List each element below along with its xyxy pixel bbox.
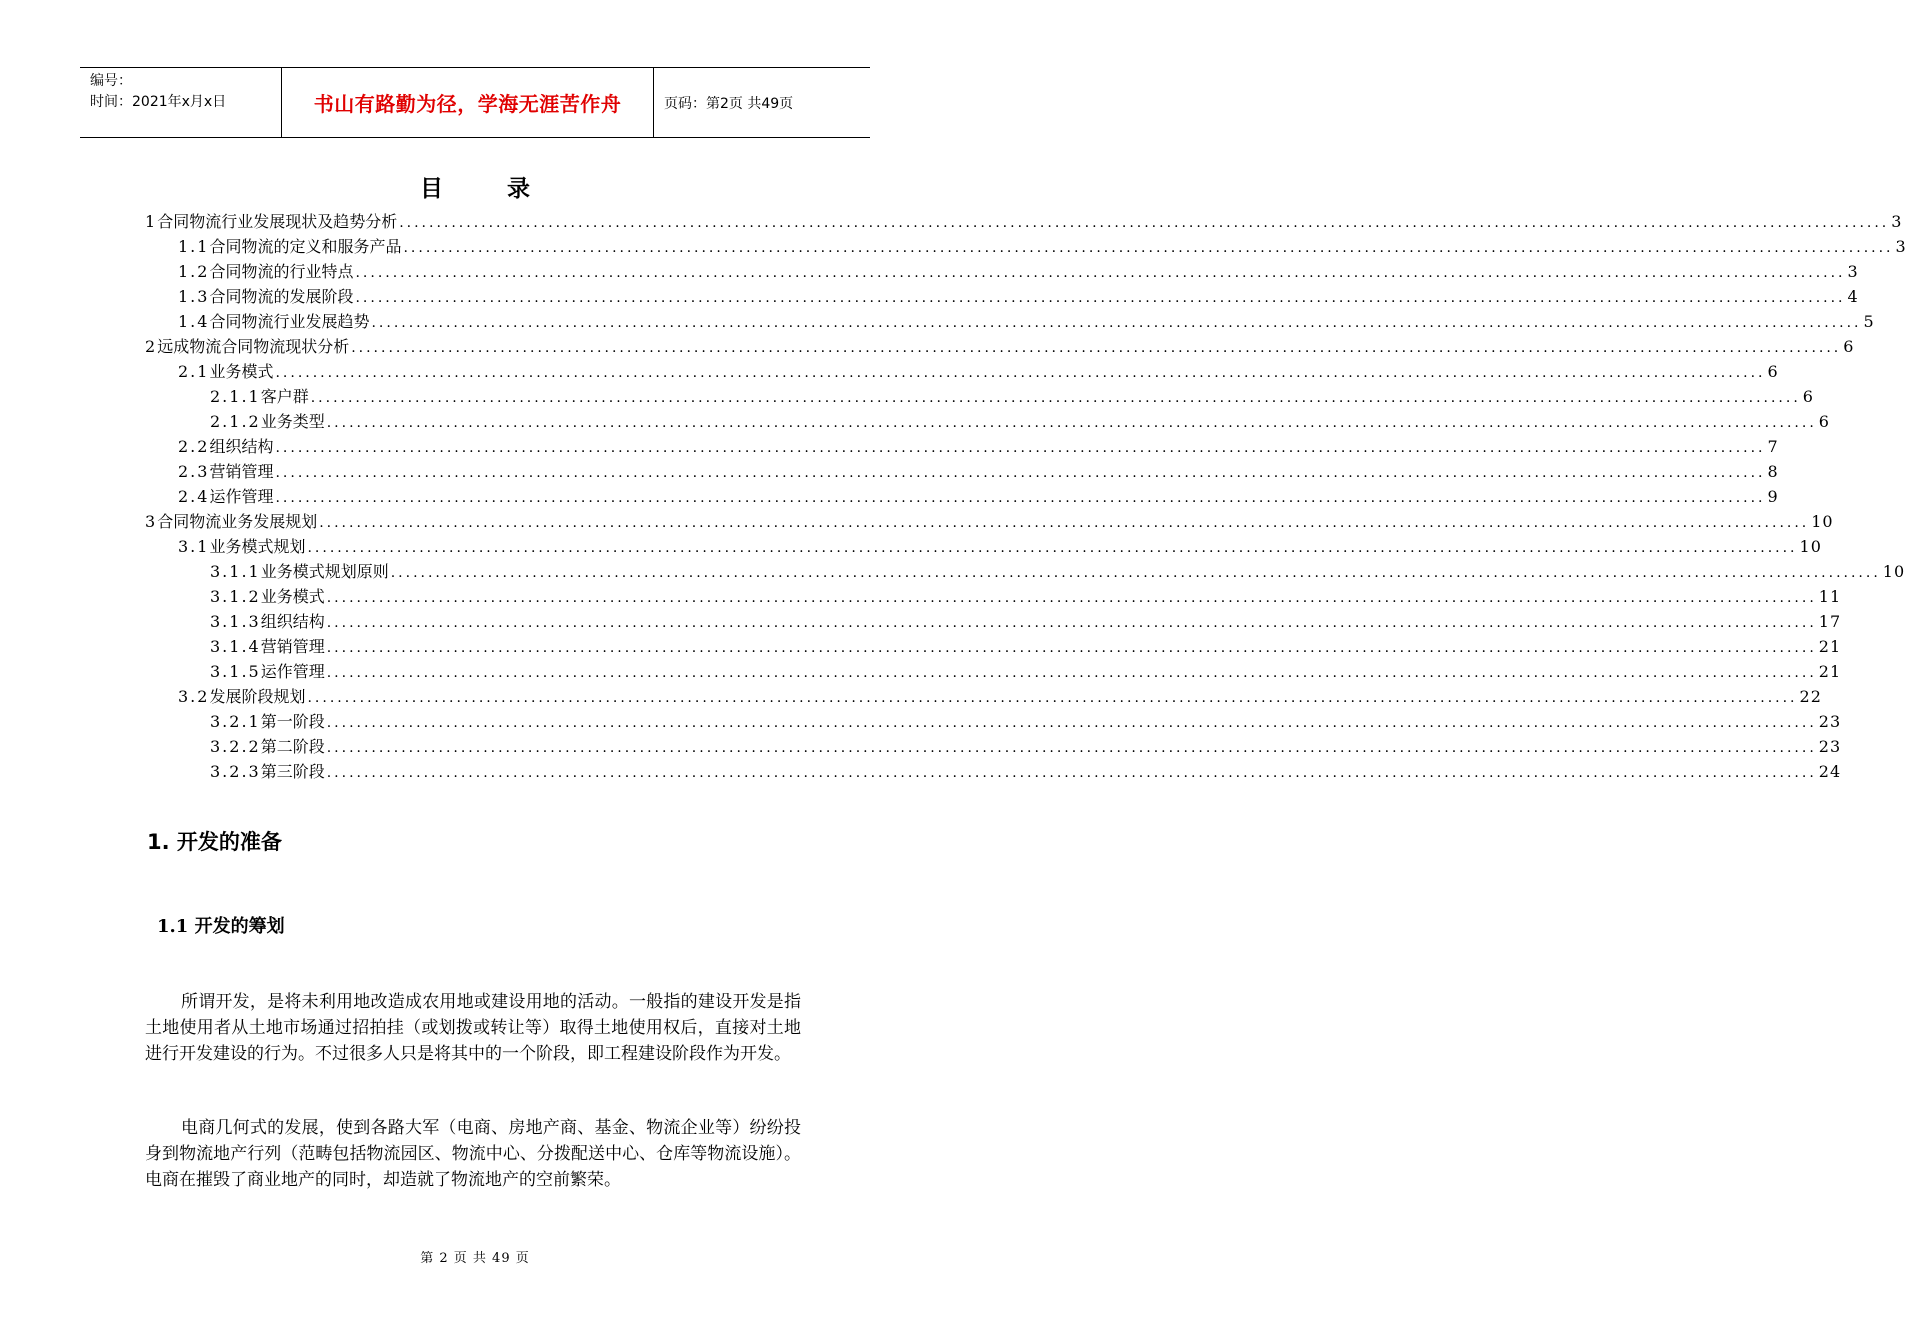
toc-entry-page: 4 <box>1847 287 1859 306</box>
toc-entry[interactable] <box>178 309 1875 334</box>
toc-entry-page: 17 <box>1818 612 1842 631</box>
toc-entry-page: 22 <box>1799 687 1822 706</box>
toc-entry-title: 业务类型 <box>260 412 325 431</box>
toc-entry-page: 8 <box>1767 462 1779 481</box>
toc-leader-dots: ........................................................................................................................................................................................................ <box>351 340 1842 356</box>
toc-entry-title: 合同物流业务发展规划 <box>157 512 318 531</box>
toc-entry-page: 5 <box>1863 312 1875 331</box>
toc-entry-title: 营销管理 <box>209 462 274 481</box>
toc-entry-page: 6 <box>1843 337 1855 356</box>
body-paragraph: 电商几何式的发展，使到各路大军（电商、房地产商、基金、物流企业等）纷纷投身到物流地产行列（范畴包括物流园区、物流中心、分拨配送中心、仓库等物流设施）。电商在摧毁了商业地产的同时，却造就了物流地产的空前繁荣。 <box>145 1118 801 1190</box>
toc-entry[interactable] <box>210 634 1842 659</box>
toc-entry-title: 合同物流的发展阶段 <box>209 287 354 306</box>
toc-entry-page: 10 <box>1882 562 1906 581</box>
toc-entry[interactable] <box>178 359 1779 384</box>
toc-entry-number: 3.1.5 <box>210 662 261 681</box>
header-meta <box>80 68 281 137</box>
toc-leader-dots: ........................................................................................................................................................................................................ <box>319 515 1810 531</box>
toc-title: 目 录 <box>419 176 558 202</box>
toc-entry[interactable] <box>178 534 1822 559</box>
toc-entry[interactable] <box>178 259 1859 284</box>
toc-entry-page: 23 <box>1818 712 1842 731</box>
page-footer: 第 2 页 共 49 页 <box>420 1251 530 1266</box>
page-header <box>80 67 870 138</box>
toc-entry-number: 3.1.2 <box>210 587 261 606</box>
document-number-label: 编号： <box>90 73 132 89</box>
toc-leader-dots: ........................................................................................................................................................................................................ <box>390 565 1881 581</box>
toc-entry[interactable] <box>145 509 1834 534</box>
toc-entry-number: 3.2.1 <box>210 712 261 731</box>
toc-entry-number: 1.2 <box>178 262 210 281</box>
toc-entry-number: 2.1.1 <box>210 387 261 406</box>
toc-entry-page: 6 <box>1767 362 1779 381</box>
toc-entry-page: 24 <box>1818 762 1842 781</box>
toc-entry-page: 3 <box>1847 262 1859 281</box>
toc-leader-dots: ........................................................................................................................................................................................................ <box>310 390 1801 406</box>
toc-leader-dots: ........................................................................................................................................................................................................ <box>326 765 1817 781</box>
toc-entry[interactable] <box>210 384 1814 409</box>
toc-entry-title: 第二阶段 <box>260 737 325 756</box>
toc-entry[interactable] <box>210 409 1830 434</box>
toc-leader-dots: ........................................................................................................................................................................................................ <box>275 440 1766 456</box>
toc-entry-number: 1.4 <box>178 312 210 331</box>
toc-entry-title: 合同物流行业发展趋势 <box>209 312 370 331</box>
toc-leader-dots: ........................................................................................................................................................................................................ <box>275 465 1766 481</box>
toc-entry-number: 2.2 <box>178 437 210 456</box>
toc-leader-dots: ........................................................................................................................................................................................................ <box>275 490 1766 506</box>
toc-entry[interactable] <box>178 684 1822 709</box>
toc-entry[interactable] <box>145 334 1855 359</box>
toc-leader-dots: ........................................................................................................................................................................................................ <box>326 590 1817 606</box>
toc-entry[interactable] <box>210 734 1842 759</box>
toc-entry-number: 3.2.2 <box>210 737 261 756</box>
toc-leader-dots: ........................................................................................................................................................................................................ <box>326 740 1817 756</box>
toc-leader-dots: ........................................................................................................................................................................................................ <box>355 265 1846 281</box>
toc-entry-page: 23 <box>1818 737 1842 756</box>
toc-entry[interactable] <box>178 434 1779 459</box>
header-page-info: 页码：第2页 共49页 <box>664 95 794 112</box>
toc-entry-page: 6 <box>1802 387 1814 406</box>
toc-entry-number: 2.1.2 <box>210 412 261 431</box>
toc-entry[interactable] <box>210 609 1842 634</box>
toc-entry-title: 业务模式规划 <box>209 537 306 556</box>
toc-entry-title: 营销管理 <box>260 637 325 656</box>
toc-entry-title: 第一阶段 <box>260 712 325 731</box>
section-heading: 1. 开发的准备 <box>147 830 282 854</box>
toc-leader-dots: ........................................................................................................................................................................................................ <box>355 290 1846 306</box>
toc-entry-page: 7 <box>1767 437 1779 456</box>
toc-leader-dots: ........................................................................................................................................................................................................ <box>403 240 1894 256</box>
toc-entry-page: 3 <box>1891 212 1903 231</box>
document-time-label: 时间：2021年x月x日 <box>90 94 227 110</box>
header-motto: 书山有路勤为径，学海无涯苦作舟 <box>281 68 654 137</box>
toc-entry-title: 发展阶段规划 <box>209 687 306 706</box>
toc-entry-page: 6 <box>1818 412 1830 431</box>
toc-leader-dots: ........................................................................................................................................................................................................ <box>275 365 1766 381</box>
toc-entry-number: 3.1.3 <box>210 612 261 631</box>
toc-entry[interactable] <box>178 484 1779 509</box>
toc-leader-dots: ........................................................................................................................................................................................................ <box>307 540 1798 556</box>
toc-leader-dots: ........................................................................................................................................................................................................ <box>326 415 1817 431</box>
toc-entry[interactable] <box>178 234 1907 259</box>
body-paragraph: 所谓开发，是将未利用地改造成农用地或建设用地的活动。一般指的建设开发是指土地使用者从土地市场通过招拍挂（或划拨或转让等）取得土地使用权后，直接对土地进行开发建设的行为。不过很多人只是将其中的一个阶段，即工程建设阶段作为开发。 <box>145 992 801 1064</box>
toc-entry[interactable] <box>210 584 1842 609</box>
toc-entry-title: 合同物流行业发展现状及趋势分析 <box>157 212 398 231</box>
toc-leader-dots: ........................................................................................................................................................................................................ <box>326 640 1817 656</box>
toc-entry-title: 客户群 <box>260 387 309 406</box>
toc-entry-number: 3.1 <box>178 537 210 556</box>
toc-entry-number: 2.3 <box>178 462 210 481</box>
toc-entry[interactable] <box>210 659 1842 684</box>
toc-entry-page: 10 <box>1799 537 1822 556</box>
toc-entry-number: 1.3 <box>178 287 210 306</box>
toc-entry-title: 第三阶段 <box>260 762 325 781</box>
toc-entry-number: 3.1.1 <box>210 562 261 581</box>
toc-entry[interactable] <box>210 759 1842 784</box>
toc-entry-number: 1.1 <box>178 237 210 256</box>
toc-entry-page: 3 <box>1895 237 1907 256</box>
toc-entry-title: 合同物流的定义和服务产品 <box>209 237 402 256</box>
section-subheading: 1.1 开发的筹划 <box>157 916 285 937</box>
toc-leader-dots: ........................................................................................................................................................................................................ <box>399 215 1890 231</box>
toc-leader-dots: ........................................................................................................................................................................................................ <box>307 690 1798 706</box>
toc-entry-number: 3 <box>145 512 158 531</box>
toc-leader-dots: ........................................................................................................................................................................................................ <box>326 665 1817 681</box>
toc-entry[interactable] <box>210 709 1842 734</box>
toc-leader-dots: ........................................................................................................................................................................................................ <box>326 615 1817 631</box>
toc-entry-number: 2 <box>145 337 158 356</box>
toc-entry[interactable] <box>210 559 1906 584</box>
toc-entry-title: 远成物流合同物流现状分析 <box>157 337 350 356</box>
toc-entry-page: 21 <box>1818 637 1842 656</box>
toc-entry-number: 3.2 <box>178 687 210 706</box>
toc-entry-title: 合同物流的行业特点 <box>209 262 354 281</box>
toc-entry-number: 2.4 <box>178 487 210 506</box>
toc-entry-number: 3.2.3 <box>210 762 261 781</box>
toc-entry-page: 11 <box>1818 587 1842 606</box>
toc-entry-number: 1 <box>145 212 158 231</box>
toc-entry[interactable] <box>145 209 1903 234</box>
toc-entry-number: 3.1.4 <box>210 637 261 656</box>
toc-entry-number: 2.1 <box>178 362 210 381</box>
toc-entry-page: 10 <box>1811 512 1834 531</box>
toc-leader-dots: ........................................................................................................................................................................................................ <box>326 715 1817 731</box>
toc-entry-title: 组织结构 <box>260 612 325 631</box>
toc-entry-page: 21 <box>1818 662 1842 681</box>
toc-entry-title: 业务模式 <box>209 362 274 381</box>
toc-entry-title: 业务模式 <box>260 587 325 606</box>
toc-entry[interactable] <box>178 459 1779 484</box>
toc-entry-title: 运作管理 <box>209 487 274 506</box>
toc-leader-dots: ........................................................................................................................................................................................................ <box>371 315 1862 331</box>
toc-entry[interactable] <box>178 284 1859 309</box>
toc-entry-title: 运作管理 <box>260 662 325 681</box>
toc-entry-title: 业务模式规划原则 <box>260 562 389 581</box>
toc-entry-title: 组织结构 <box>209 437 274 456</box>
toc-entry-page: 9 <box>1767 487 1779 506</box>
